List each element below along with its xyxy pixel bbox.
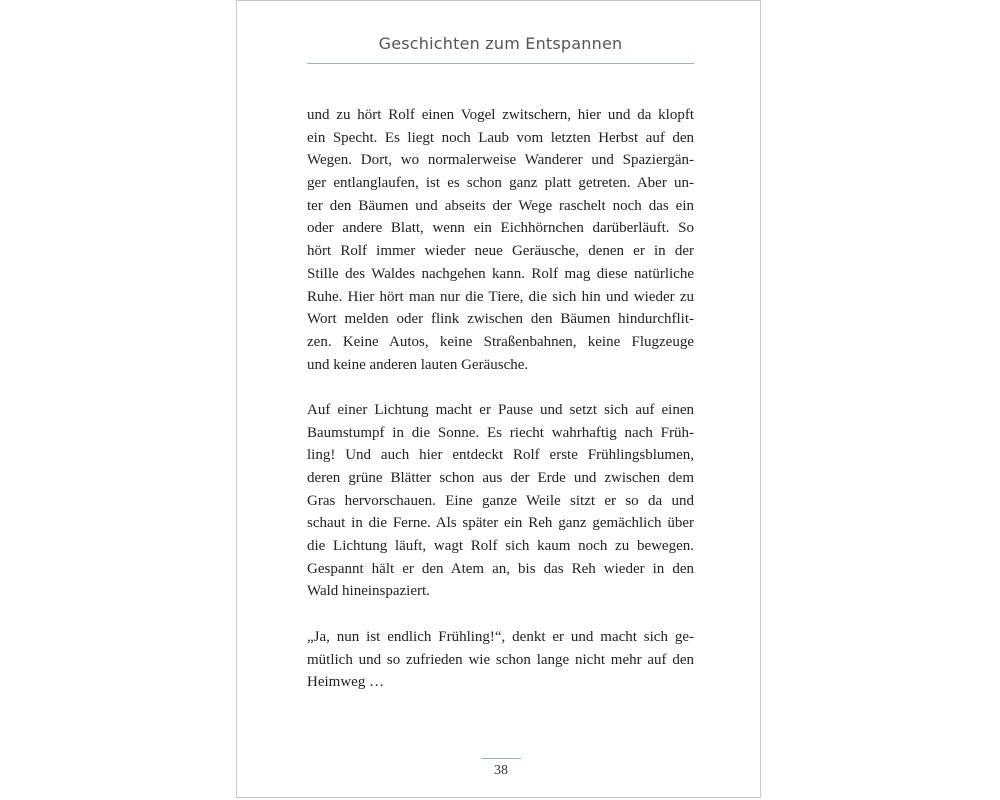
running-head-title: Geschichten zum Entspannen xyxy=(378,34,623,53)
text-line: Wegen. Dort, wo normalerweise Wanderer und Spaziergän- xyxy=(307,152,694,169)
paragraph-spacer xyxy=(307,603,694,626)
text-line: und zu hört Rolf einen Vogel zwitschern, hier und da klopft xyxy=(307,107,694,123)
text-line: und keine anderen lauten Geräusche. xyxy=(307,356,529,373)
text-line: Wort melden oder flink zwischen den Bäumen hindurchflit- xyxy=(307,311,694,328)
text-line: hört Rolf immer wieder neue Geräusche, denen er in der xyxy=(307,243,694,260)
body-text xyxy=(307,104,694,694)
text-line: ger entlanglaufen, ist es schon ganz platt getreten. Aber un- xyxy=(307,175,694,192)
footer-divider xyxy=(481,758,521,759)
text-line: Ruhe. Hier hört man nur die Tiere, die sich hin und wieder zu xyxy=(307,288,694,305)
text-line: Auf einer Lichtung macht er Pause und setzt sich auf einen xyxy=(307,401,694,418)
text-line: oder andere Blatt, wenn ein Eichhörnchen darüberläuft. So xyxy=(307,220,694,237)
text-line: Gras hervorschauen. Eine ganze Weile sitzt er so da und xyxy=(307,492,694,509)
text-line: mütlich und so zufrieden wie schon lange nicht mehr auf den xyxy=(307,651,694,668)
text-line: Heimweg … xyxy=(307,674,385,691)
text-line: zen. Keine Autos, keine Straßenbahnen, keine Flugzeuge xyxy=(307,333,694,350)
header-divider xyxy=(307,63,694,64)
text-line: ter den Bäumen und abseits der Wege raschelt noch das ein xyxy=(307,197,694,214)
text-line: Stille des Waldes nachgehen kann. Rolf mag diese natürliche xyxy=(307,265,694,282)
text-line: Gespannt hält er den Atem an, bis das Reh wieder in den xyxy=(307,560,694,577)
paragraph-spacer xyxy=(307,376,694,399)
text-line: ein Specht. Es liegt noch Laub vom letzten Herbst auf den xyxy=(307,129,694,146)
paragraph xyxy=(307,104,694,376)
paragraph xyxy=(307,626,694,694)
text-line: schaut in die Ferne. Als später ein Reh ganz gemächlich über xyxy=(307,515,694,532)
text-line: ling! Und auch hier entdeckt Rolf erste Frühlingsblumen, xyxy=(307,447,694,464)
text-line: die Lichtung läuft, wagt Rolf sich kaum noch zu bewegen. xyxy=(307,538,694,555)
text-line: Wald hineinspaziert. xyxy=(307,583,430,600)
text-line: „Ja, nun ist endlich Frühling!“, denkt er und macht sich ge- xyxy=(307,628,694,645)
text-line: Baumstumpf in die Sonne. Es riecht wahrhaftig nach Früh- xyxy=(307,424,694,441)
paragraph xyxy=(307,399,694,603)
page-number: 38 xyxy=(494,763,508,778)
book-page xyxy=(236,0,761,798)
text-line: deren grüne Blätter schon aus der Erde und zwischen dem xyxy=(307,470,694,486)
